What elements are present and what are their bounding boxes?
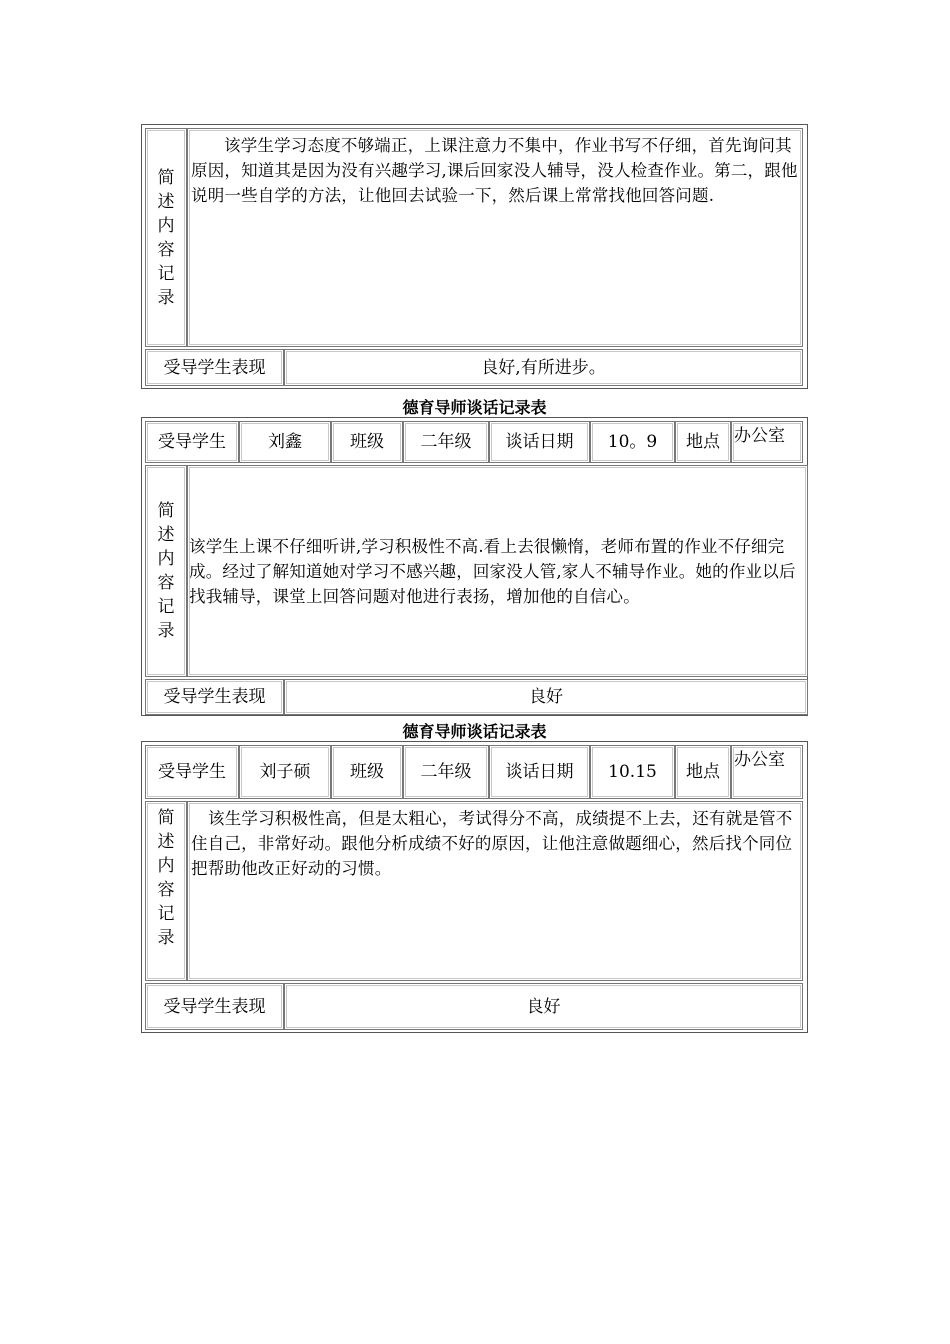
student-label: 受导学生: [145, 421, 239, 463]
record-1-table: [141, 124, 808, 389]
class-label: 班级: [331, 421, 403, 463]
summary-label: 简 述 内 容 记 录: [145, 801, 187, 981]
date-label: 谈话日期: [489, 421, 590, 463]
student-name: 刘鑫: [239, 421, 331, 463]
record-2-table: [141, 417, 808, 716]
page-title: 德育导师谈话记录表: [402, 398, 547, 417]
summary-label: 简 述 内 容 记 录: [145, 465, 187, 677]
class-value: 二年级: [403, 421, 489, 463]
place-label: 地点: [675, 745, 731, 799]
date-label: 谈话日期: [489, 745, 590, 799]
student-label: 受导学生: [145, 745, 239, 799]
record-3-table: [141, 741, 808, 1033]
place-label: 地点: [675, 421, 731, 463]
performance-label: 受导学生表现: [145, 679, 284, 715]
summary-label: 简 述 内 容 记 录: [145, 128, 187, 347]
date-value: 10。9: [590, 421, 675, 463]
summary-text: 该生学习积极性高，但是太粗心，考试得分不高，成绩提不上去，还有就是管不住自己，非常好动。跟他分析成绩不好的原因，让他注意做题细心，然后找个同位把帮助他改正好动的习惯。: [187, 801, 803, 981]
class-value: 二年级: [403, 745, 489, 799]
performance-label: 受导学生表现: [145, 349, 284, 386]
class-label: 班级: [331, 745, 403, 799]
place-value: 办公室: [731, 421, 803, 463]
performance-value: 良好: [284, 679, 808, 715]
performance-label: 受导学生表现: [145, 983, 284, 1030]
page-title: 德育导师谈话记录表: [402, 722, 547, 741]
summary-text: 该学生上课不仔细听讲,学习积极性不高.看上去很懒惰，老师布置的作业不仔细完成。经过了解知道她对学习不感兴趣，回家没人管,家人不辅导作业。她的作业以后找我辅导，课堂上回答问题对他进行表扬，增加他的自信心。: [187, 465, 808, 677]
date-value: 10.15: [590, 745, 675, 799]
summary-text: 该学生学习态度不够端正，上课注意力不集中，作业书写不仔细，首先询问其原因，知道其是因为没有兴趣学习,课后回家没人辅导，没人检查作业。第二，跟他说明一些自学的方法，让他回去试验一下，然后课上常常找他回答问题.: [187, 128, 803, 347]
performance-value: 良好,有所进步。: [284, 349, 803, 386]
student-name: 刘子硕: [239, 745, 331, 799]
place-value: 办公室: [731, 745, 803, 799]
performance-value: 良好: [284, 983, 803, 1030]
